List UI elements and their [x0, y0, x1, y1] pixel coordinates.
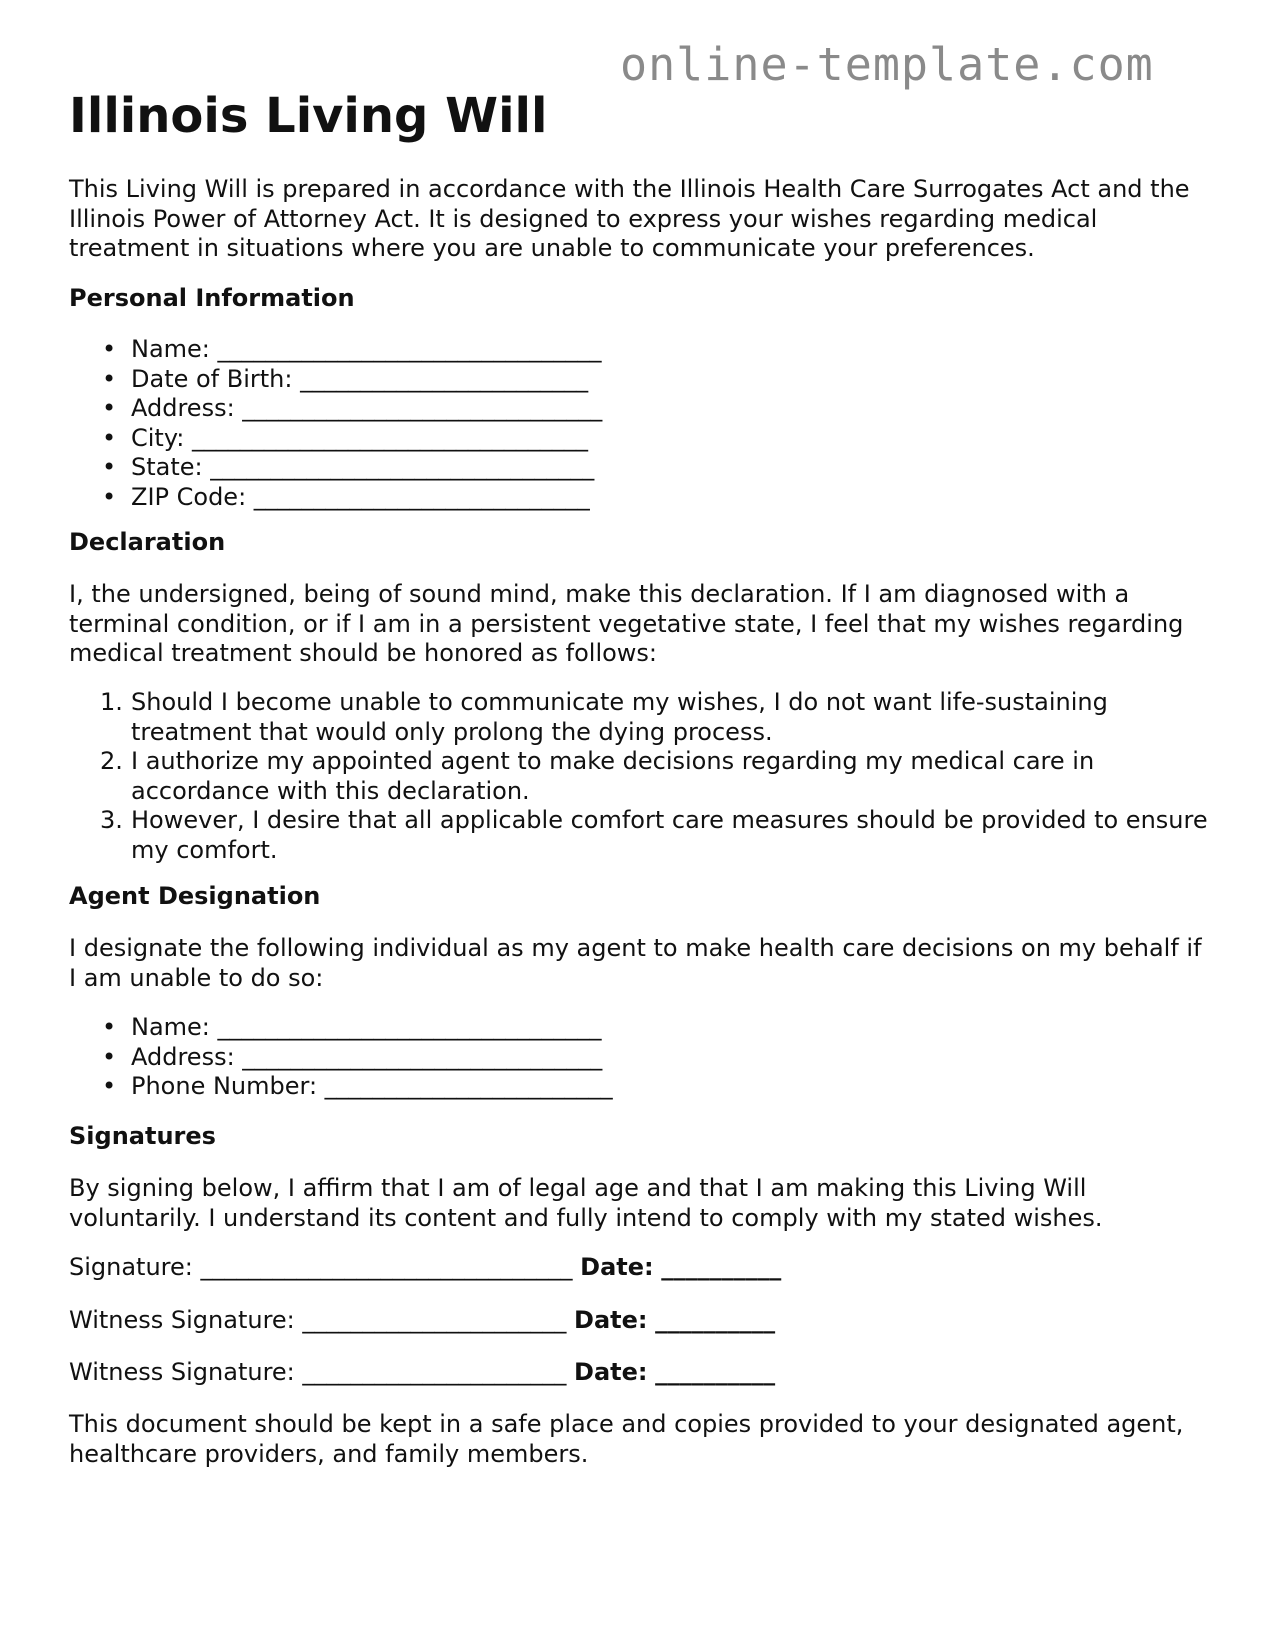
declaration-list	[69, 688, 1211, 865]
personal-info-heading: Personal Information	[69, 284, 355, 312]
declaration-item: 1. Should I become unable to communicate my wishes, I do not want life-sustaining treatment that would only prolong the dying process.	[100, 688, 1108, 746]
field-city[interactable]: • City: _________________________________	[69, 424, 602, 454]
field-name[interactable]: • Name: ________________________________	[69, 335, 602, 365]
intro-paragraph: This Living Will is prepared in accordance with the Illinois Health Care Surrogates Act and the Illinois Power of Attorney Act. It is designed to express your wishes regarding medical treatment in situations where you are unable to communicate your preferences.	[69, 175, 1190, 262]
declaration-item: 3. However, I desire that all applicable comfort care measures should be provided to ensure my comfort.	[100, 806, 1208, 864]
signature-row[interactable]: Signature: _______________________________ Date: __________	[69, 1253, 782, 1281]
signatures-heading: Signatures	[69, 1122, 216, 1150]
witness-signature-row-2[interactable]: Witness Signature: ______________________ Date: __________	[69, 1358, 776, 1386]
witness-signature-row-1[interactable]: Witness Signature: ______________________ Date: __________	[69, 1306, 776, 1334]
agent-paragraph: I designate the following individual as my agent to make health care decisions on my behalf if I am unable to do so:	[69, 934, 1202, 992]
agent-list	[69, 1013, 613, 1102]
closing-paragraph: This document should be kept in a safe place and copies provided to your designated agent, healthcare providers, and family members.	[69, 1410, 1184, 1468]
field-state[interactable]: • State: ________________________________	[69, 453, 602, 483]
field-address[interactable]: • Address: ______________________________	[69, 394, 602, 424]
agent-heading: Agent Designation	[69, 882, 321, 910]
declaration-heading: Declaration	[69, 528, 226, 556]
personal-info-list	[69, 335, 602, 512]
agent-field-phone[interactable]: • Phone Number: ________________________	[69, 1072, 613, 1102]
declaration-paragraph: I, the undersigned, being of sound mind, make this declaration. If I am diagnosed with a terminal condition, or if I am in a persistent vegetative state, I feel that my wishes regarding medical treatment should be honored as follows:	[69, 580, 1184, 667]
declaration-item: 2. I authorize my appointed agent to make decisions regarding my medical care in accordance with this declaration.	[100, 747, 1095, 805]
field-date-of-birth[interactable]: • Date of Birth: ________________________	[69, 365, 602, 395]
document-title: Illinois Living Will	[69, 88, 548, 144]
agent-field-address[interactable]: • Address: ______________________________	[69, 1043, 613, 1073]
agent-field-name[interactable]: • Name: ________________________________	[69, 1013, 613, 1043]
signatures-paragraph: By signing below, I affirm that I am of legal age and that I am making this Living Will voluntarily. I understand its content and fully intend to comply with my stated wishes.	[69, 1174, 1103, 1232]
field-zip-code[interactable]: • ZIP Code: ____________________________	[69, 483, 602, 513]
watermark: online-template.com	[620, 38, 1154, 91]
